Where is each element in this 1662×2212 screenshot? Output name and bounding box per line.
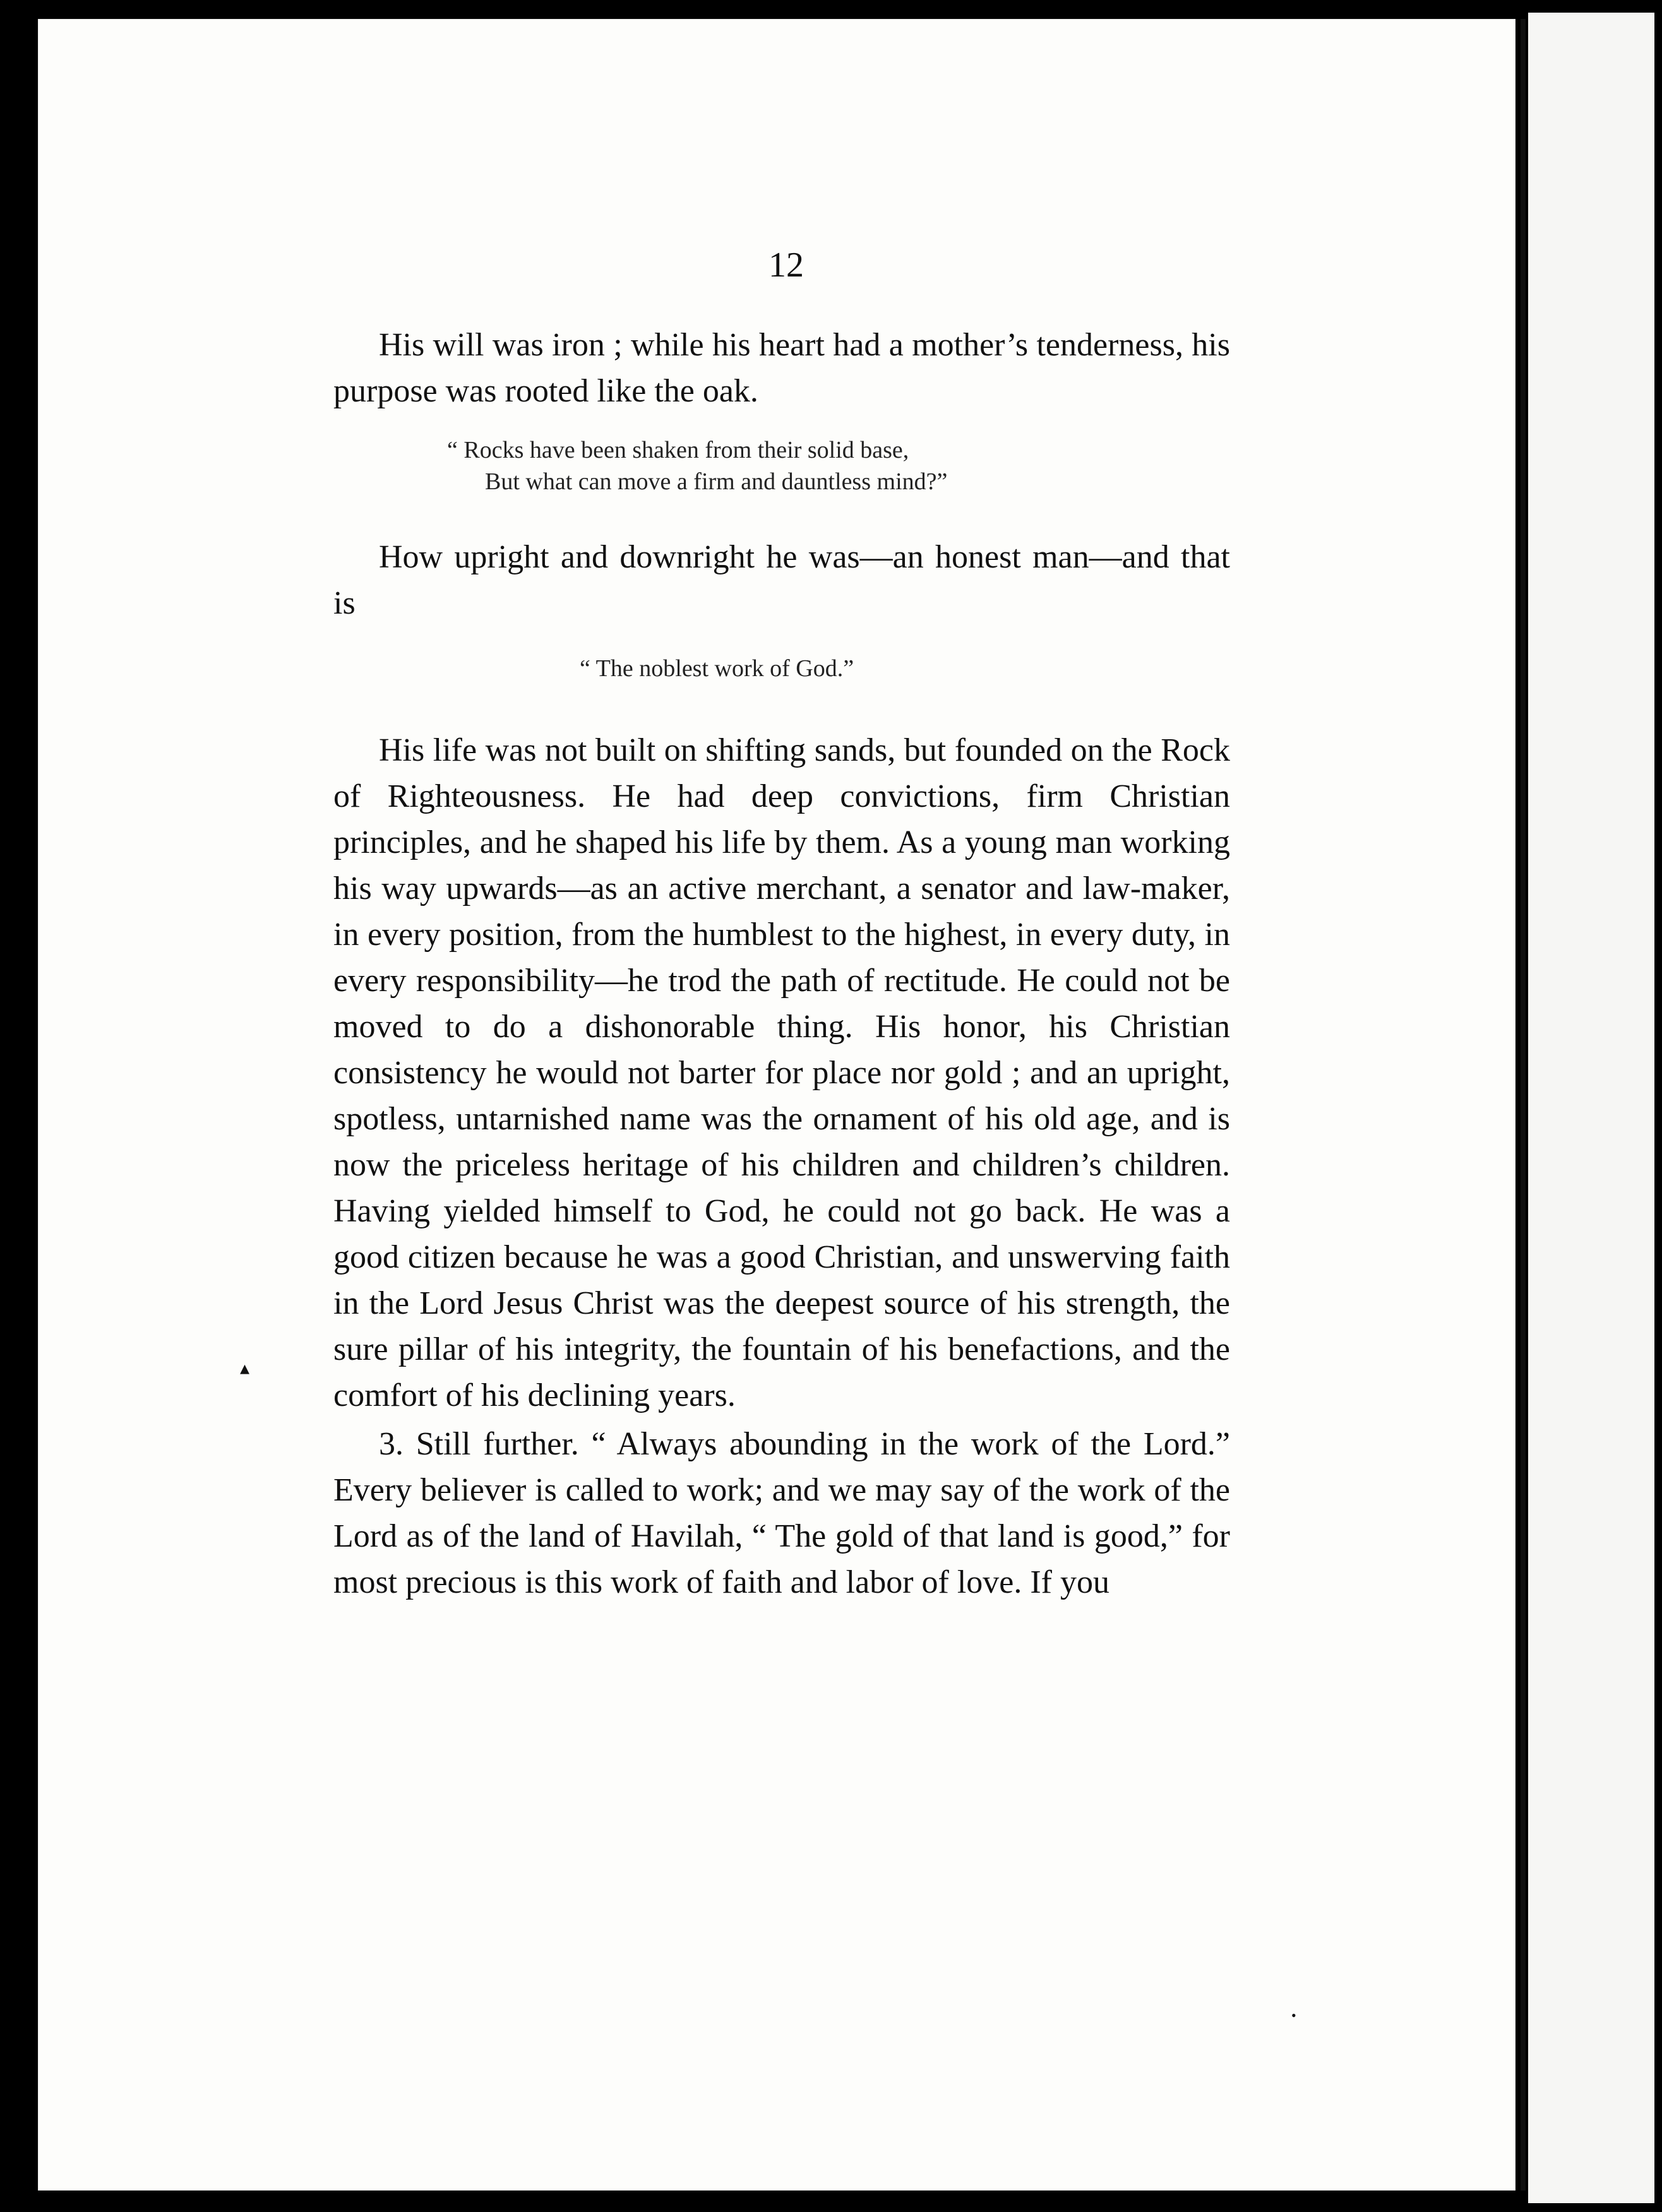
quotation-noblest-work: “ The noblest work of God.” xyxy=(580,655,854,682)
paragraph-life-founded: His life was not built on shifting sands, but founded on the Rock of Righteousness. He had deep convictions, firm Christian principles, and he shaped his life by them. As a young man working his way upwards—as an active merchant, a senator and law-maker, in every position, from the humblest to the highest, in every duty, in every responsibility—he trod the path of rectitude. He could not be moved to do a dishonorable thing. His honor, his Christian consistency he would not barter for place nor gold ; and an upright, spotless, untarnished name was the ornament of his old age, and is now the priceless heritage of his children and children’s children. Having yielded himself to God, he could not go back. He was a good citizen because he was a good Christian, and unswerving faith in the Lord Jesus Christ was the deepest source of his strength, the sure pillar of his integrity, the fountain of his benefactions, and the comfort of his declining years. xyxy=(333,732,1230,1413)
page-body xyxy=(333,322,1230,1605)
paragraph-still-further: 3. Still further. “ Always abounding in the work of the Lord.” Every believer is called to work; and we may say of the work of the Lord as of the land of Havilah, “ The gold of that land is good,” for most precious is this work of faith and labor of love. If you xyxy=(333,1426,1230,1600)
quotation-rocks xyxy=(333,434,1230,497)
quote-line: “ Rocks have been shaken from their solid base, xyxy=(447,437,909,463)
facing-page-edge xyxy=(1528,13,1654,2203)
margin-mark: ▴ xyxy=(240,1358,250,1379)
page-fold xyxy=(1521,19,1526,2191)
paragraph-upright: How upright and downright he was—an honest man—and that is xyxy=(333,539,1230,621)
page-number: 12 xyxy=(768,246,804,285)
quote-line: But what can move a firm and dauntless mind?” xyxy=(485,468,948,495)
paragraph-will-iron: His will was iron ; while his heart had a mother’s tenderness, his purpose was rooted like the oak. xyxy=(333,327,1230,409)
speck-mark: • xyxy=(1291,2007,1296,2023)
